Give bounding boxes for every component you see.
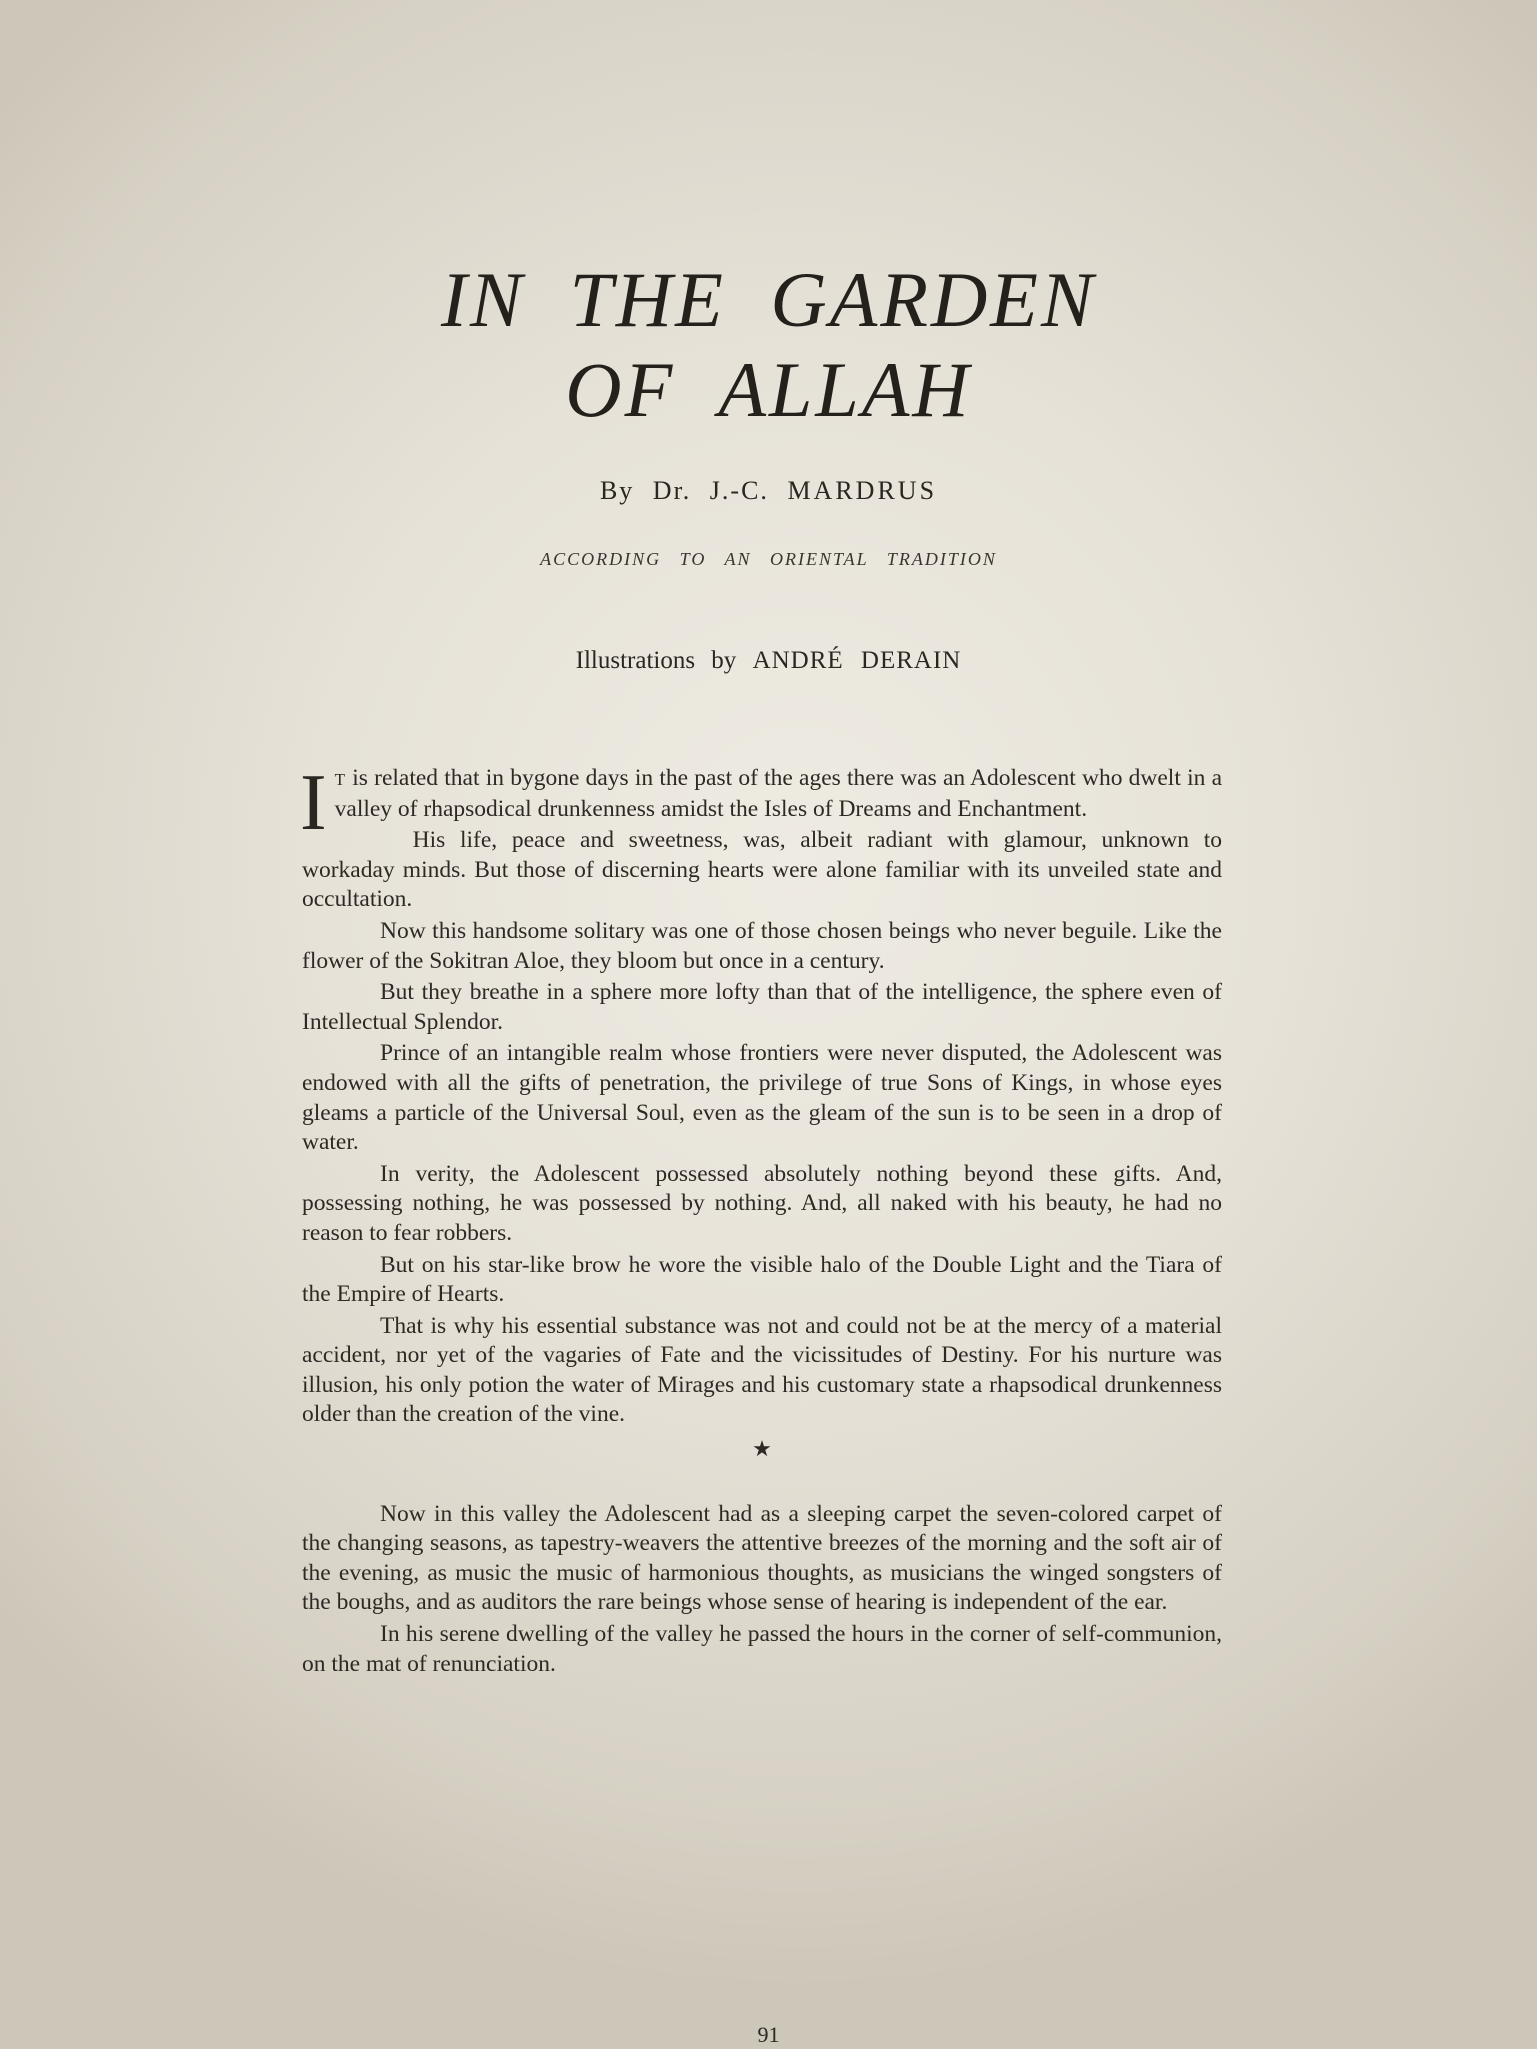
- byline-prefix: By Dr. J.-C.: [599, 476, 769, 505]
- page-title: [0, 255, 1537, 435]
- illustrations-credit: [0, 647, 1537, 675]
- body-paragraph-1: [300, 759, 1222, 847]
- illustrator-name: ANDRÉ DERAIN: [752, 647, 962, 674]
- section-separator-star-icon: ★: [752, 1436, 772, 1462]
- body-paragraph-5: Prince of an intangible realm whose frontiers were never disputed, the Adolescent was endowed with all the gifts of penetration, the privilege of true Sons of Kings, in whose eyes gleams a particle of the Universal Soul, even as the gleam of the sun is to be seen in a drop of water.: [302, 1040, 1222, 1156]
- article-body: [300, 759, 1222, 1681]
- body-paragraph-8: That is why his essential substance was not and could not be at the mercy of a material accident, nor yet of the vagaries of Fate and the vicissitudes of Destiny. For his nurture was illusion, his only potion the water of Mirages and his customary state a rhapsodical drunkenness older than the creation of the vine.: [302, 1312, 1222, 1428]
- body-paragraph-3: Now this handsome solitary was one of those chosen beings who never beguile. Like the flower of the Sokitran Aloe, they bloom but once in a century.: [302, 917, 1222, 974]
- title-line-2: OF ALLAH: [565, 346, 972, 433]
- page-number: 91: [757, 2022, 780, 2047]
- first-paragraph-text: is related that in bygone days in the past of the ages there was an Adolescent who dwelt in a valley of rhapsodical drunkenness amidst the Isles of Dreams and Enchantment.: [334, 765, 1222, 822]
- first-word-smallcap: T: [334, 770, 347, 789]
- title-line-1: IN THE GARDEN: [441, 256, 1096, 343]
- body-paragraph-6: In verity, the Adolescent possessed absolutely nothing beyond these gifts. And, possessing nothing, he was possessed by nothing. And, all naked with his beauty, he had no reason to fear robbers.: [302, 1160, 1222, 1246]
- body-paragraph-10: In his serene dwelling of the valley he passed the hours in the corner of self-communion, on the mat of renunciation.: [302, 1621, 1222, 1677]
- author-name: MARDRUS: [787, 476, 938, 505]
- body-paragraph-9: Now in this valley the Adolescent had as a sleeping carpet the seven-colored carpet of the changing seasons, as tapestry-weavers the attentive breezes of the morning and the soft air of the evening, as music the music of harmonious thoughts, as musicians the winged songsters of the boughs, and as auditors the rare beings whose sense of hearing is independent of the ear.: [302, 1500, 1222, 1616]
- byline: [0, 476, 1537, 506]
- body-paragraph-7: But on his star-like brow he wore the visible halo of the Double Light and the Tiara of the Empire of Hearts.: [302, 1251, 1222, 1308]
- subtitle-tradition: ACCORDING TO AN ORIENTAL TRADITION: [540, 549, 997, 569]
- drop-cap: I: [300, 759, 327, 847]
- body-paragraph-2: His life, peace and sweetness, was, albeit radiant with glamour, unknown to workaday minds. But those of discerning hearts were alone familiar with its unveiled state and occultation.: [302, 827, 1222, 913]
- illustrations-prefix: Illustrations by: [575, 647, 737, 674]
- body-paragraph-4: But they breathe in a sphere more lofty than that of the intelligence, the sphere even of Intellectual Splendor.: [302, 979, 1222, 1035]
